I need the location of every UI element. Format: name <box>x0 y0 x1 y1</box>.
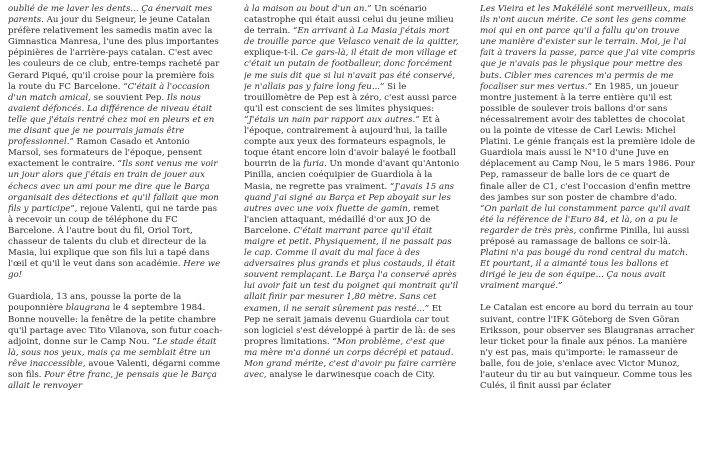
article-paragraph <box>480 303 696 392</box>
quote-text: Ce gars-là, il était de mon village et c'était un putain de footballeur, donc forcément je me suis dit que si lui n'avait pas été conservé, je n'allais pas y faire long feu...” <box>244 48 457 92</box>
article-paragraph <box>8 4 224 281</box>
body-text: . Un monde d'avant qu'Antonio Pinilla, ancien coéquipier de Guardiola à la Masia, ne regrette pas vraiment. <box>244 159 460 192</box>
text-column-1 <box>8 4 224 472</box>
quote-text: Pour être franc, je pensais que le Barça allait le renvoyer <box>8 370 217 392</box>
body-text: le 4 septembre 1984. Bonne nouvelle: la fenêtre de la petite chambre qu'il partage avec Tito Vilanova, son futur coach-adjoint, donne sur le Camp Nou. <box>8 303 223 347</box>
article-paragraph <box>480 4 696 292</box>
quote-text: Ils nous avaient défoncés. La différence de niveau était telle que j'étais rentré chez moi en pleurs et en me disant que je ne pourrais jamais être professionnel.” <box>8 92 215 148</box>
quote-text: Les Vieira et les Makélélé sont merveilleux, mais ils n'ont aucun mérite. Ce sont les gens comme moi qui en ont parce qu'il a fallu qu'on trouve une manière d'exister sur le terrain. Moi, je l'ai fait à travers la passe, parce que j'ai vite compris que je n'avais pas le physique pour mettre des buts. Cibler mes carences m'a permis de me focaliser sur mes vertus.” <box>480 4 696 92</box>
quote-text: “J'étais un nain par rapport aux autres.” <box>244 114 420 125</box>
body-text: Le Catalan est encore au bord du terrain au tour suivant, contre l'IFK Göteborg de Sven Göran Eriksson, pour observer ses Blaugranas arracher leur ticket pour la finale aux pénos. La manière n'y est pas, mais qu'importe: le ramasseur de balle, fou de joie, s'enlace avec Victor Munoz, l'auteur du tir au but vainqueur. Comme tous les Culés, il finit aussi par éclater <box>480 303 695 392</box>
quote-text: furia <box>303 159 325 170</box>
quote-text: “Le stade était là, sous nos yeux, mais ça me semblait être un rêve inaccessible, <box>8 336 217 369</box>
body-text: En 1985, un joueur montre justement à la terre entière qu'il est possible de soulever trois ballons d'or sans nécessairement avoir des tablettes de chocolat ou la pointe de vitesse de Carl Lewis: Michel Platini. Le génie français est la première idole de Guardiola mais aussi le N°10 d'une Juve en déplacement au Camp Nou, le 5 mars 1986. Pour Pep, ramasseur de balle lors de ce quart de finale aller de C1, c'est l'occasion d'enfin mettre des jambes sur son poster de chambre d'ado. <box>480 81 696 203</box>
body-text: Et à l'époque, contrairement à aujourd'hui, la taille compte aux yeux des formateurs espagnols, le toque étant encore loin d'avoir balayé le football bourrin de la <box>244 114 456 170</box>
quote-text: C'était marrant parce qu'il était maigre et petit. Physiquement, il ne passait pas le cap. Comme il avait du mal face à des adversaires plus grands et plus costauds, il était souvent remplaçant. Le Barça l'a conservé après lui avoir fait un test du poignet qui montrait qu'il allait finir par mesurer 1,80 mètre. Sans cet examen, il ne serait sûrement pas resté...” <box>244 225 459 314</box>
quote-text: “En arrivant à La Masia j'étais mort de trouille parce que Velasco venait de la quitter, <box>244 26 459 48</box>
body-text: explique-t-il. <box>244 48 302 59</box>
body-text: Si le trouillomètre de Pep est à zéro, c'est aussi parce qu'il est conscient de ses limites physiques: <box>244 81 457 114</box>
quote-text: “Ils sont venus me voir un jour alors que j'étais en train de jouer aux échecs avec un ami pour me dire que le Barça organisait des détections et qu'il fallait que mon fils y participe”, <box>8 159 219 214</box>
quote-text: Here we go! <box>8 259 221 281</box>
article-paragraph <box>244 4 460 381</box>
body-text: se souvient Pep. <box>90 92 167 103</box>
quote-text: “C'était à l'occasion d'un match amical, <box>8 81 210 103</box>
text-column-2 <box>244 4 460 472</box>
body-text: avoue Valenti, dégarni comme son fils. <box>8 358 221 380</box>
quote-text: à la maison au bout d'un an.” <box>244 4 372 14</box>
body-text: Et Pep ne serait jamais devenu Guardiola car tout son logiciel s'est développé à partir de là: de ses propres limitations. <box>244 303 456 347</box>
body-text: remet l'ancien attaquant, médaillé d'or aux JO de Barcelone. <box>244 203 440 236</box>
quote-text: “J'avais 15 ans quand j'ai signé au Barça et Pep aboyait sur les autres avec une voix fluette de gamin, <box>244 181 455 214</box>
body-text: confirme Pinilla, lui aussi préposé au ramassage de ballons ce soir-là. <box>480 225 690 247</box>
body-text: Ramon Casado et Antonio Marsol, ses formateurs de l'époque, pensent exactement le contraire. <box>8 137 202 170</box>
body-text: Guardiola, 13 ans, pousse la porte de la pouponnière <box>8 292 182 314</box>
body-text: Au jour du Seigneur, le jeune Catalan préfère relativement les samedis matin avec la Gimnastica Manresa, l'une des plus importantes pépinières de l'arrière-pays catalan. C'est avec les couleurs de ce club, entre-temps racheté par Gerard Piqué, qu'il croise pour la première fois la route du FC Barcelone. <box>8 15 220 92</box>
body-text: analyse le darwinesque coach de City. <box>266 370 435 381</box>
body-text: rejoue Valenti, qui ne tarde pas à recevoir un coup de téléphone du FC Barcelone. À l'autre bout du fil, Oriol Tort, chasseur de talents du club et directeur de la Masia, lui explique que son fils lui a tapé dans l'œil et qu'il le veut dans son académie. <box>8 203 218 270</box>
body-text: Un scénario catastrophe qui était aussi celui du jeune milieu de terrain. <box>244 4 454 37</box>
quote-text: Platini n'a pas bougé du rond central du match. Et pourtant, il a aimanté tous les ballons et dirigé le jeu de son équipe... Ça nous avait vraiment marqué.” <box>480 248 688 292</box>
article-paragraph <box>8 292 224 392</box>
quote-text: “On parlait de lui constamment parce qu'il avait été la référence de l'Euro 84, et là, on a pu le regarder de très près, <box>480 203 691 236</box>
quote-text: blaugrana <box>65 303 111 314</box>
quote-text: oublié de me laver les dents... Ça énervait mes parents. <box>8 4 213 26</box>
quote-text: “Mon problème, c'est que ma mère m'a donné un corps décrépi et pataud. Mon grand mérite, c'est d'avoir pu faire carrière avec, <box>244 336 457 381</box>
text-column-3 <box>480 4 696 472</box>
